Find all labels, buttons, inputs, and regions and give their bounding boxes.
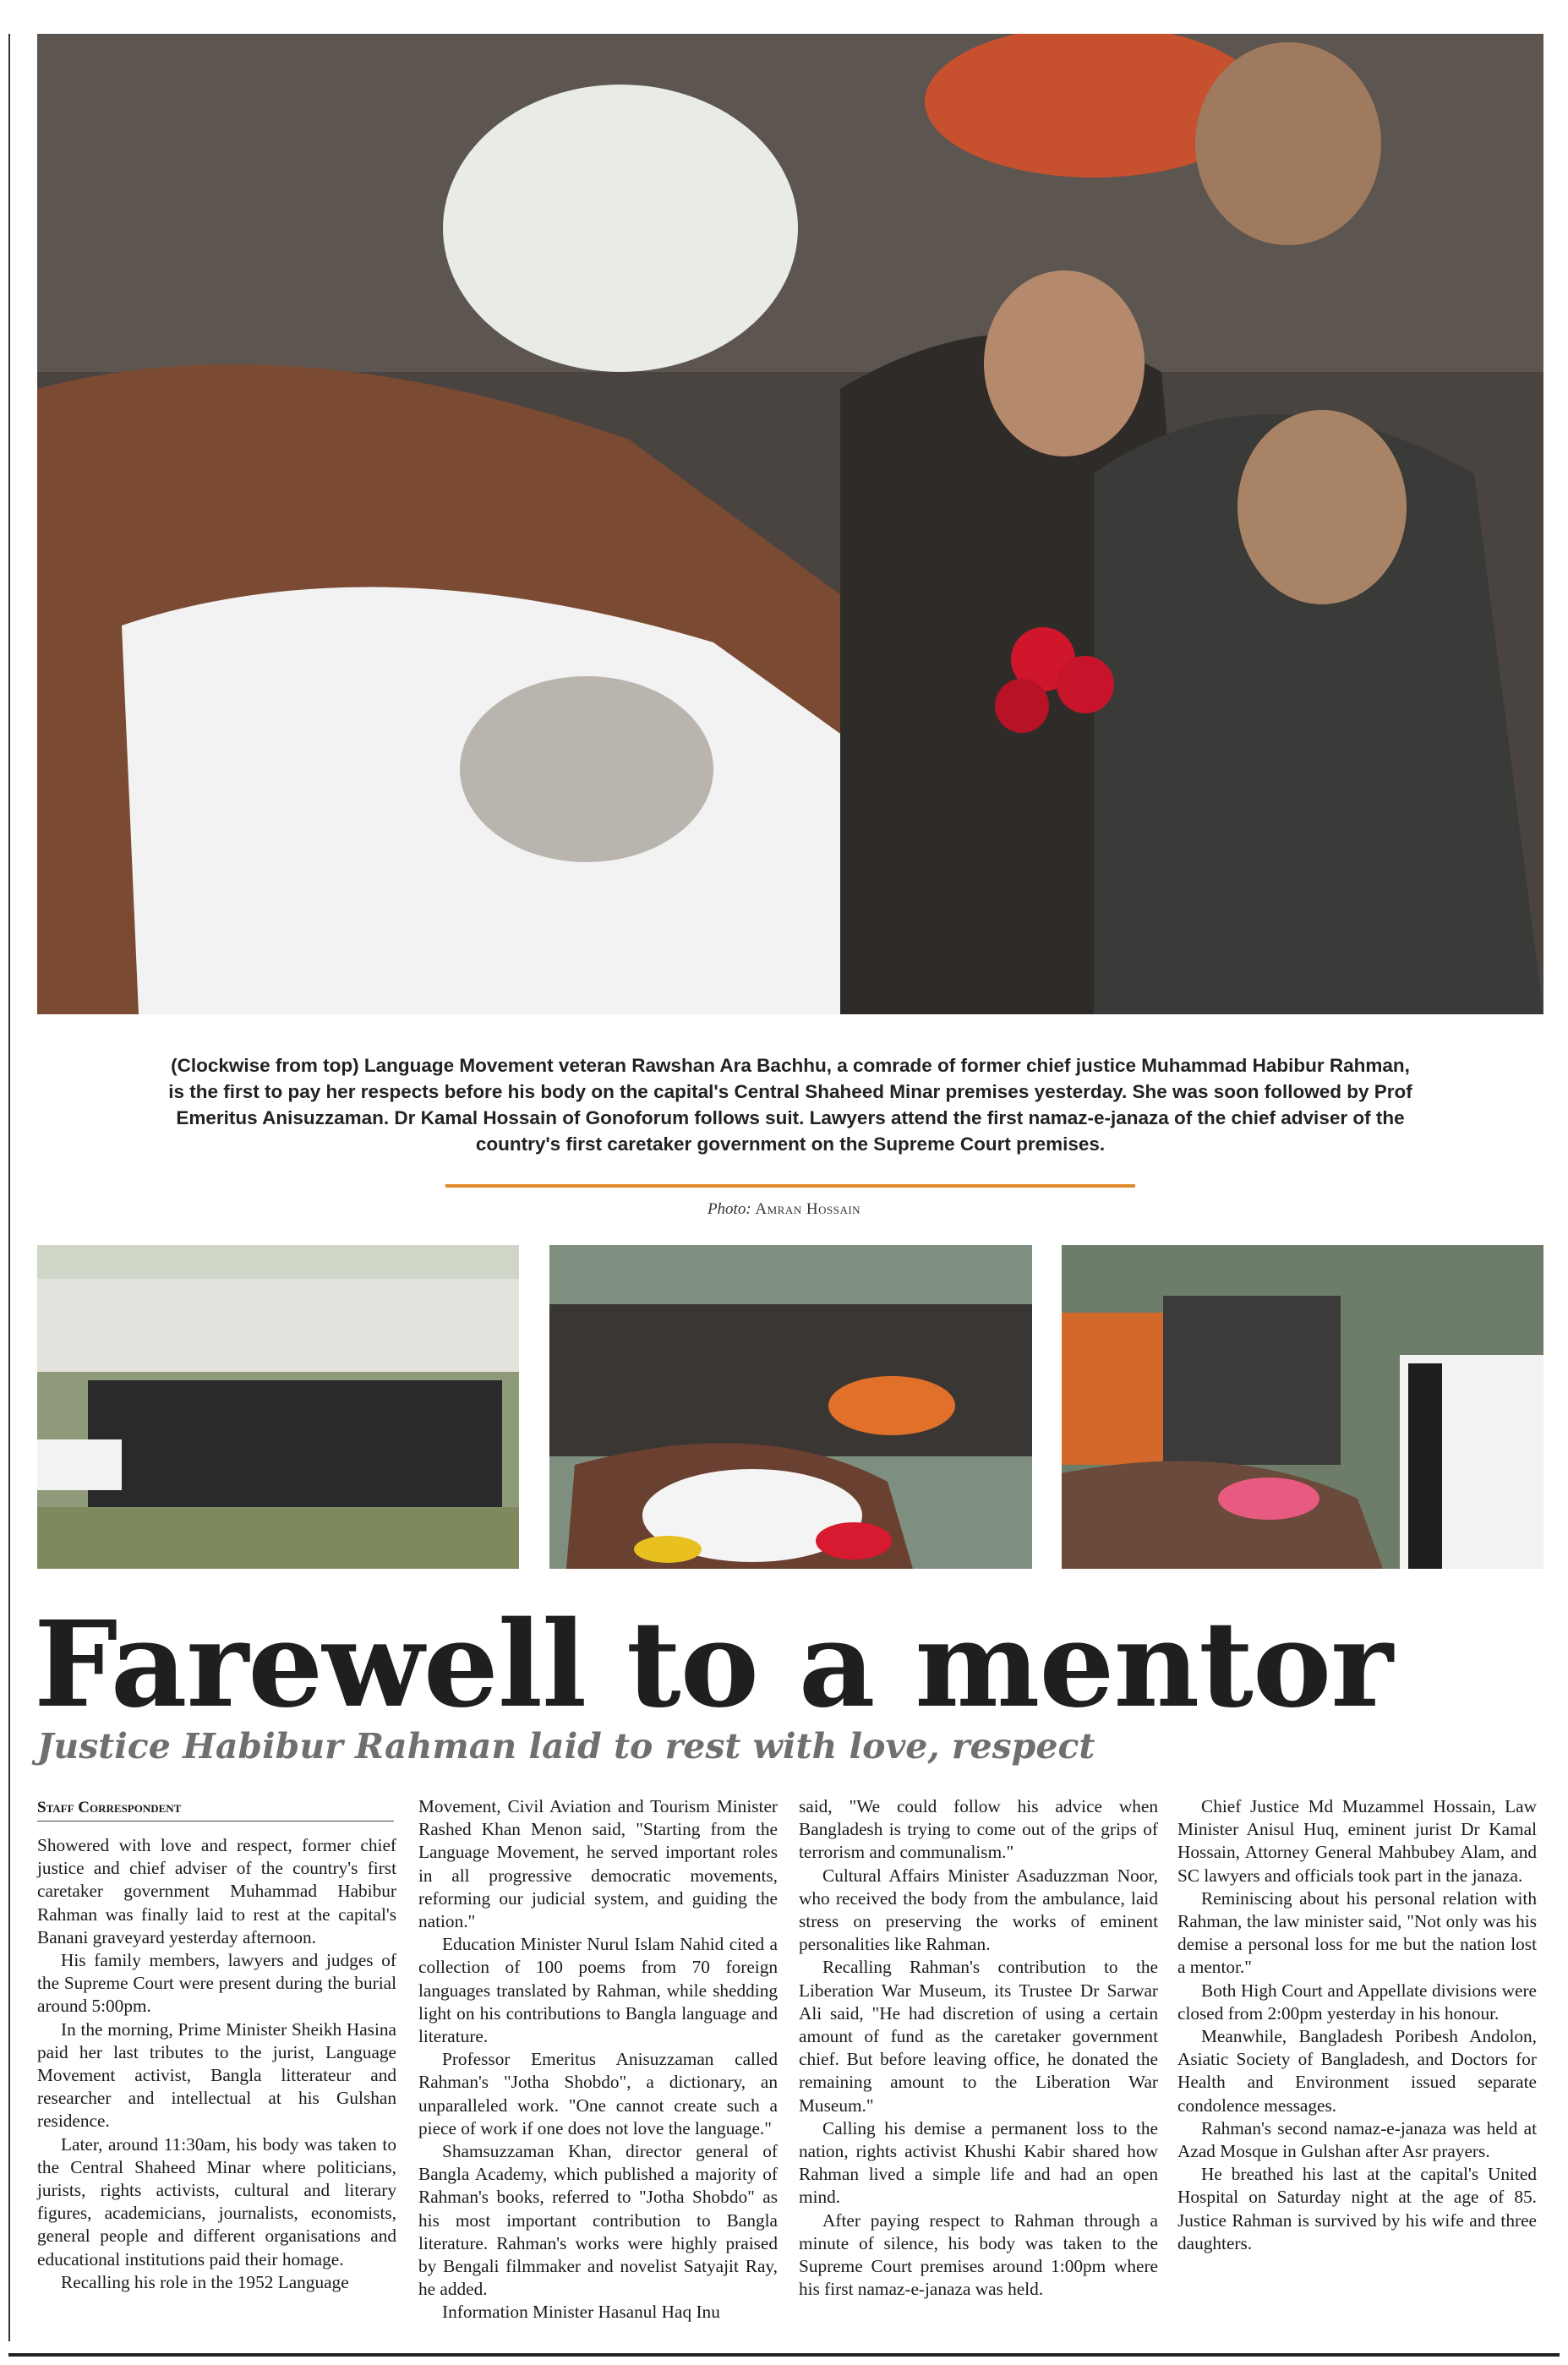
- paragraph: Rahman's second namaz-e-janaza was held at Azad Mosque in Gulshan after Asr prayers.: [1177, 2117, 1537, 2162]
- headline: Farewell to a mentor: [34, 1596, 1393, 1734]
- paragraph: Recalling his role in the 1952 Language: [61, 2271, 349, 2292]
- tribute-photo: [1062, 1245, 1543, 1569]
- janaza-photo: [37, 1245, 519, 1569]
- photo-credit: [0, 1200, 1568, 1219]
- paragraph: He breathed his last at the capital's United Hospital on Saturday night at the age of 85. Justice Rahman is survived by his wife and three daughters.: [1177, 2164, 1537, 2253]
- paragraph: Cultural Affairs Minister Asaduzzman Noor, who received the body from the ambulance, laid stress on preserving the works of eminent personalities like Rahman.: [799, 1865, 1158, 1955]
- byline: Staff Correspondent: [37, 1799, 394, 1822]
- caption-divider: [445, 1184, 1135, 1188]
- article-column-4: [1177, 1795, 1537, 2255]
- wreath-photo: [549, 1245, 1032, 1569]
- left-column-rule: [8, 34, 10, 2341]
- paragraph: In the morning, Prime Minister Sheikh Hasina paid her last tributes to the jurist, Language Movement activist, Bangla litterateur and researcher and intellectual at his Gulshan residence.: [37, 2018, 396, 2132]
- paragraph: His family members, lawyers and judges of the Supreme Court were present during the burial around 5:00pm.: [37, 1950, 396, 2017]
- paragraph: Education Minister Nurul Islam Nahid cited a collection of 100 poems from 70 foreign languages translated by Rahman, while shedding light on his contributions to Bangla language and literature.: [418, 1934, 778, 2047]
- paragraph: said, "We could follow his advice when Bangladesh is trying to come out of the grips of terrorism and communalism.": [799, 1796, 1158, 1863]
- paragraph: After paying respect to Rahman through a minute of silence, his body was taken to the Supreme Court premises around 1:00pm where his first namaz-e-janaza was held.: [799, 2209, 1158, 2300]
- paragraph: Recalling Rahman's contribution to the Liberation War Museum, its Trustee Dr Sarwar Ali said, "He had discretion of using a certain amount of fund as the caretaker government chief. But before leaving office, he donated the remaining amount to the Liberation War Museum.": [799, 1957, 1158, 2116]
- photographer-name: Amran Hossain: [755, 1200, 861, 1218]
- photo-credit-label: Photo:: [707, 1200, 751, 1218]
- paragraph: Meanwhile, Bangladesh Poribesh Andolon, Asiatic Society of Bangladesh, and Doctors for Health and Environment issued separate condolence messages.: [1177, 2026, 1537, 2116]
- photo-caption: (Clockwise from top) Language Movement veteran Rawshan Ara Bachhu, a comrade of former chief justice Muhammad Habibur Rahman, is the first to pay her respects before his body on the capital's Central Shaheed Minar premises yesterday. She was soon followed by Prof Emeritus Anisuzzaman. Dr Kamal Hossain of Gonoforum follows suit. Lawyers attend the first namaz-e-janaza of the chief adviser of the country's first caretaker government on the Supreme Court premises.: [168, 1055, 1412, 1155]
- paragraph: Both High Court and Appellate divisions were closed from 2:00pm yesterday in his honour.: [1177, 1980, 1537, 2024]
- paragraph: Reminiscing about his personal relation with Rahman, the law minister said, "Not only was his demise a personal loss for me but the nation lost a mentor.": [1177, 1887, 1537, 1978]
- paragraph: Chief Justice Md Muzammel Hossain, Law Minister Anisul Huq, eminent jurist Dr Kamal Hossain, Attorney General Mahbubey Alam, and SC lawyers and officials took part in the janaza.: [1177, 1796, 1537, 1886]
- paragraph: Shamsuzzaman Khan, director general of Bangla Academy, which published a majority of Rahman's books, referred to "Jotha Shobdo" as his most important contribution to Bangla literature. Rahman's works were highly praised by Bengali filmmaker and novelist Satyajit Ray, he added.: [418, 2141, 778, 2300]
- article-column-3: [799, 1795, 1158, 2301]
- subheadline: Justice Habibur Rahman laid to rest with love, respect: [37, 1726, 1095, 1767]
- main-photo: [37, 34, 1543, 1014]
- paragraph: Calling his demise a permanent loss to the nation, rights activist Khushi Kabir shared how Rahman lived a simple life and had an open mind.: [799, 2117, 1158, 2208]
- paragraph: Movement, Civil Aviation and Tourism Minister Rashed Khan Menon said, "Starting from the Language Movement, he served important roles in all progressive democratic movements, reforming our judicial system, and guiding the nation.": [418, 1796, 778, 1932]
- paragraph: Professor Emeritus Anisuzzaman called Rahman's "Jotha Shobdo", a dictionary, an unparalleled work. "One cannot create such a piece of work if one does not love the language.": [418, 2049, 778, 2138]
- paragraph: Showered with love and respect, former chief justice and chief adviser of the country's first caretaker government Muhammad Habibur Rahman was finally laid to rest at the capital's Banani graveyard yesterday afternoon.: [37, 1835, 396, 1947]
- article-column-2: [418, 1795, 778, 2324]
- article-column-1: [37, 1834, 396, 2294]
- bottom-rule: [8, 2353, 1560, 2357]
- paragraph: Information Minister Hasanul Haq Inu: [442, 2302, 720, 2323]
- paragraph: Later, around 11:30am, his body was taken to the Central Shaheed Minar where politicians, jurists, rights activists, cultural and literary figures, academicians, journalists, economists, general people and different organisations and educational institutions paid their homage.: [37, 2133, 396, 2269]
